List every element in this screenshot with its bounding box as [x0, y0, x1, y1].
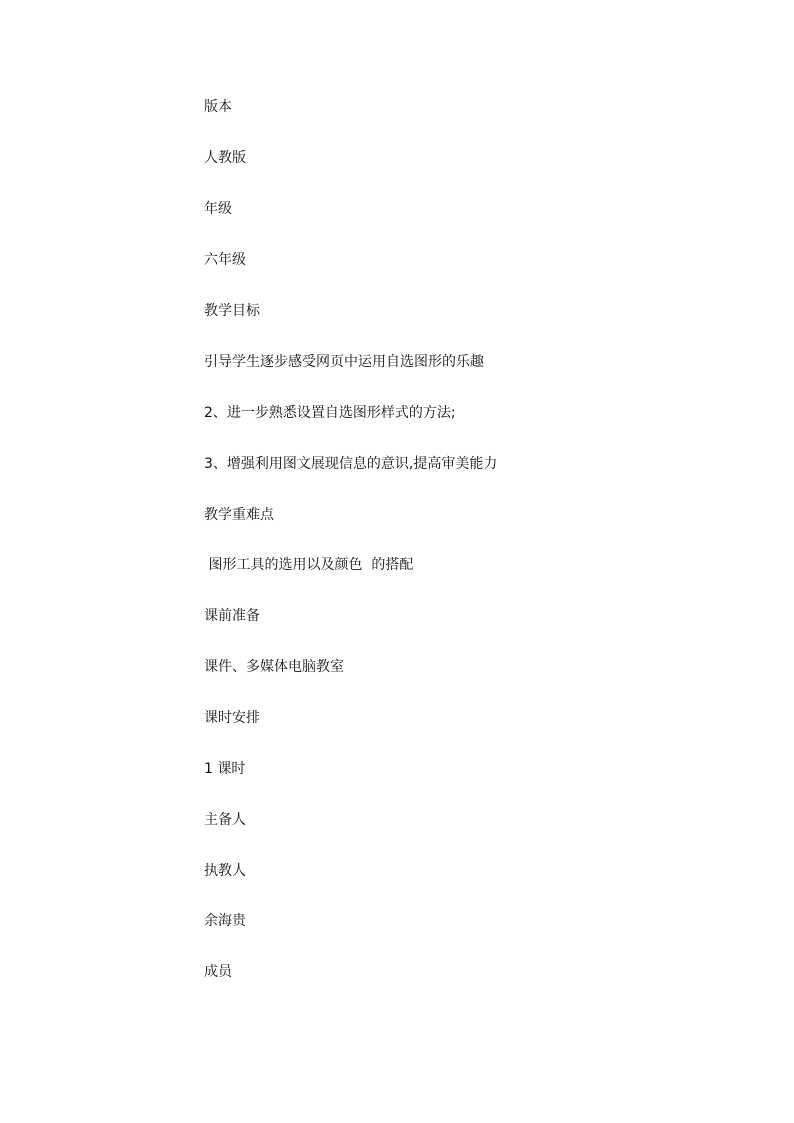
objective-item-1: 引导学生逐步感受网页中运用自选图形的乐趣: [204, 354, 484, 370]
objective-item-2: 2、进一步熟悉设置自选图形样式的方法;: [204, 405, 456, 421]
field-label-preparation: 课前准备: [204, 608, 260, 624]
field-label-grade: 年级: [204, 201, 232, 217]
field-value-preparation: 课件、多媒体电脑教室: [204, 659, 344, 675]
field-value-key-points: 图形工具的选用以及颜色 的搭配: [204, 557, 414, 573]
field-label-lead-preparer: 主备人: [204, 812, 246, 828]
field-label-version: 版本: [204, 99, 232, 115]
field-value-teacher: 余海贵: [204, 913, 246, 929]
field-label-teacher: 执教人: [204, 863, 246, 879]
field-value-version: 人教版: [204, 150, 246, 166]
objective-item-3: 3、增强利用图文展现信息的意识,提高审美能力: [204, 456, 498, 472]
field-label-members: 成员: [204, 964, 232, 980]
field-value-grade: 六年级: [204, 252, 246, 268]
field-value-schedule: 1 课时: [204, 761, 246, 777]
field-label-objectives: 教学目标: [204, 303, 260, 319]
field-label-schedule: 课时安排: [204, 710, 260, 726]
field-label-key-points: 教学重难点: [204, 507, 274, 523]
